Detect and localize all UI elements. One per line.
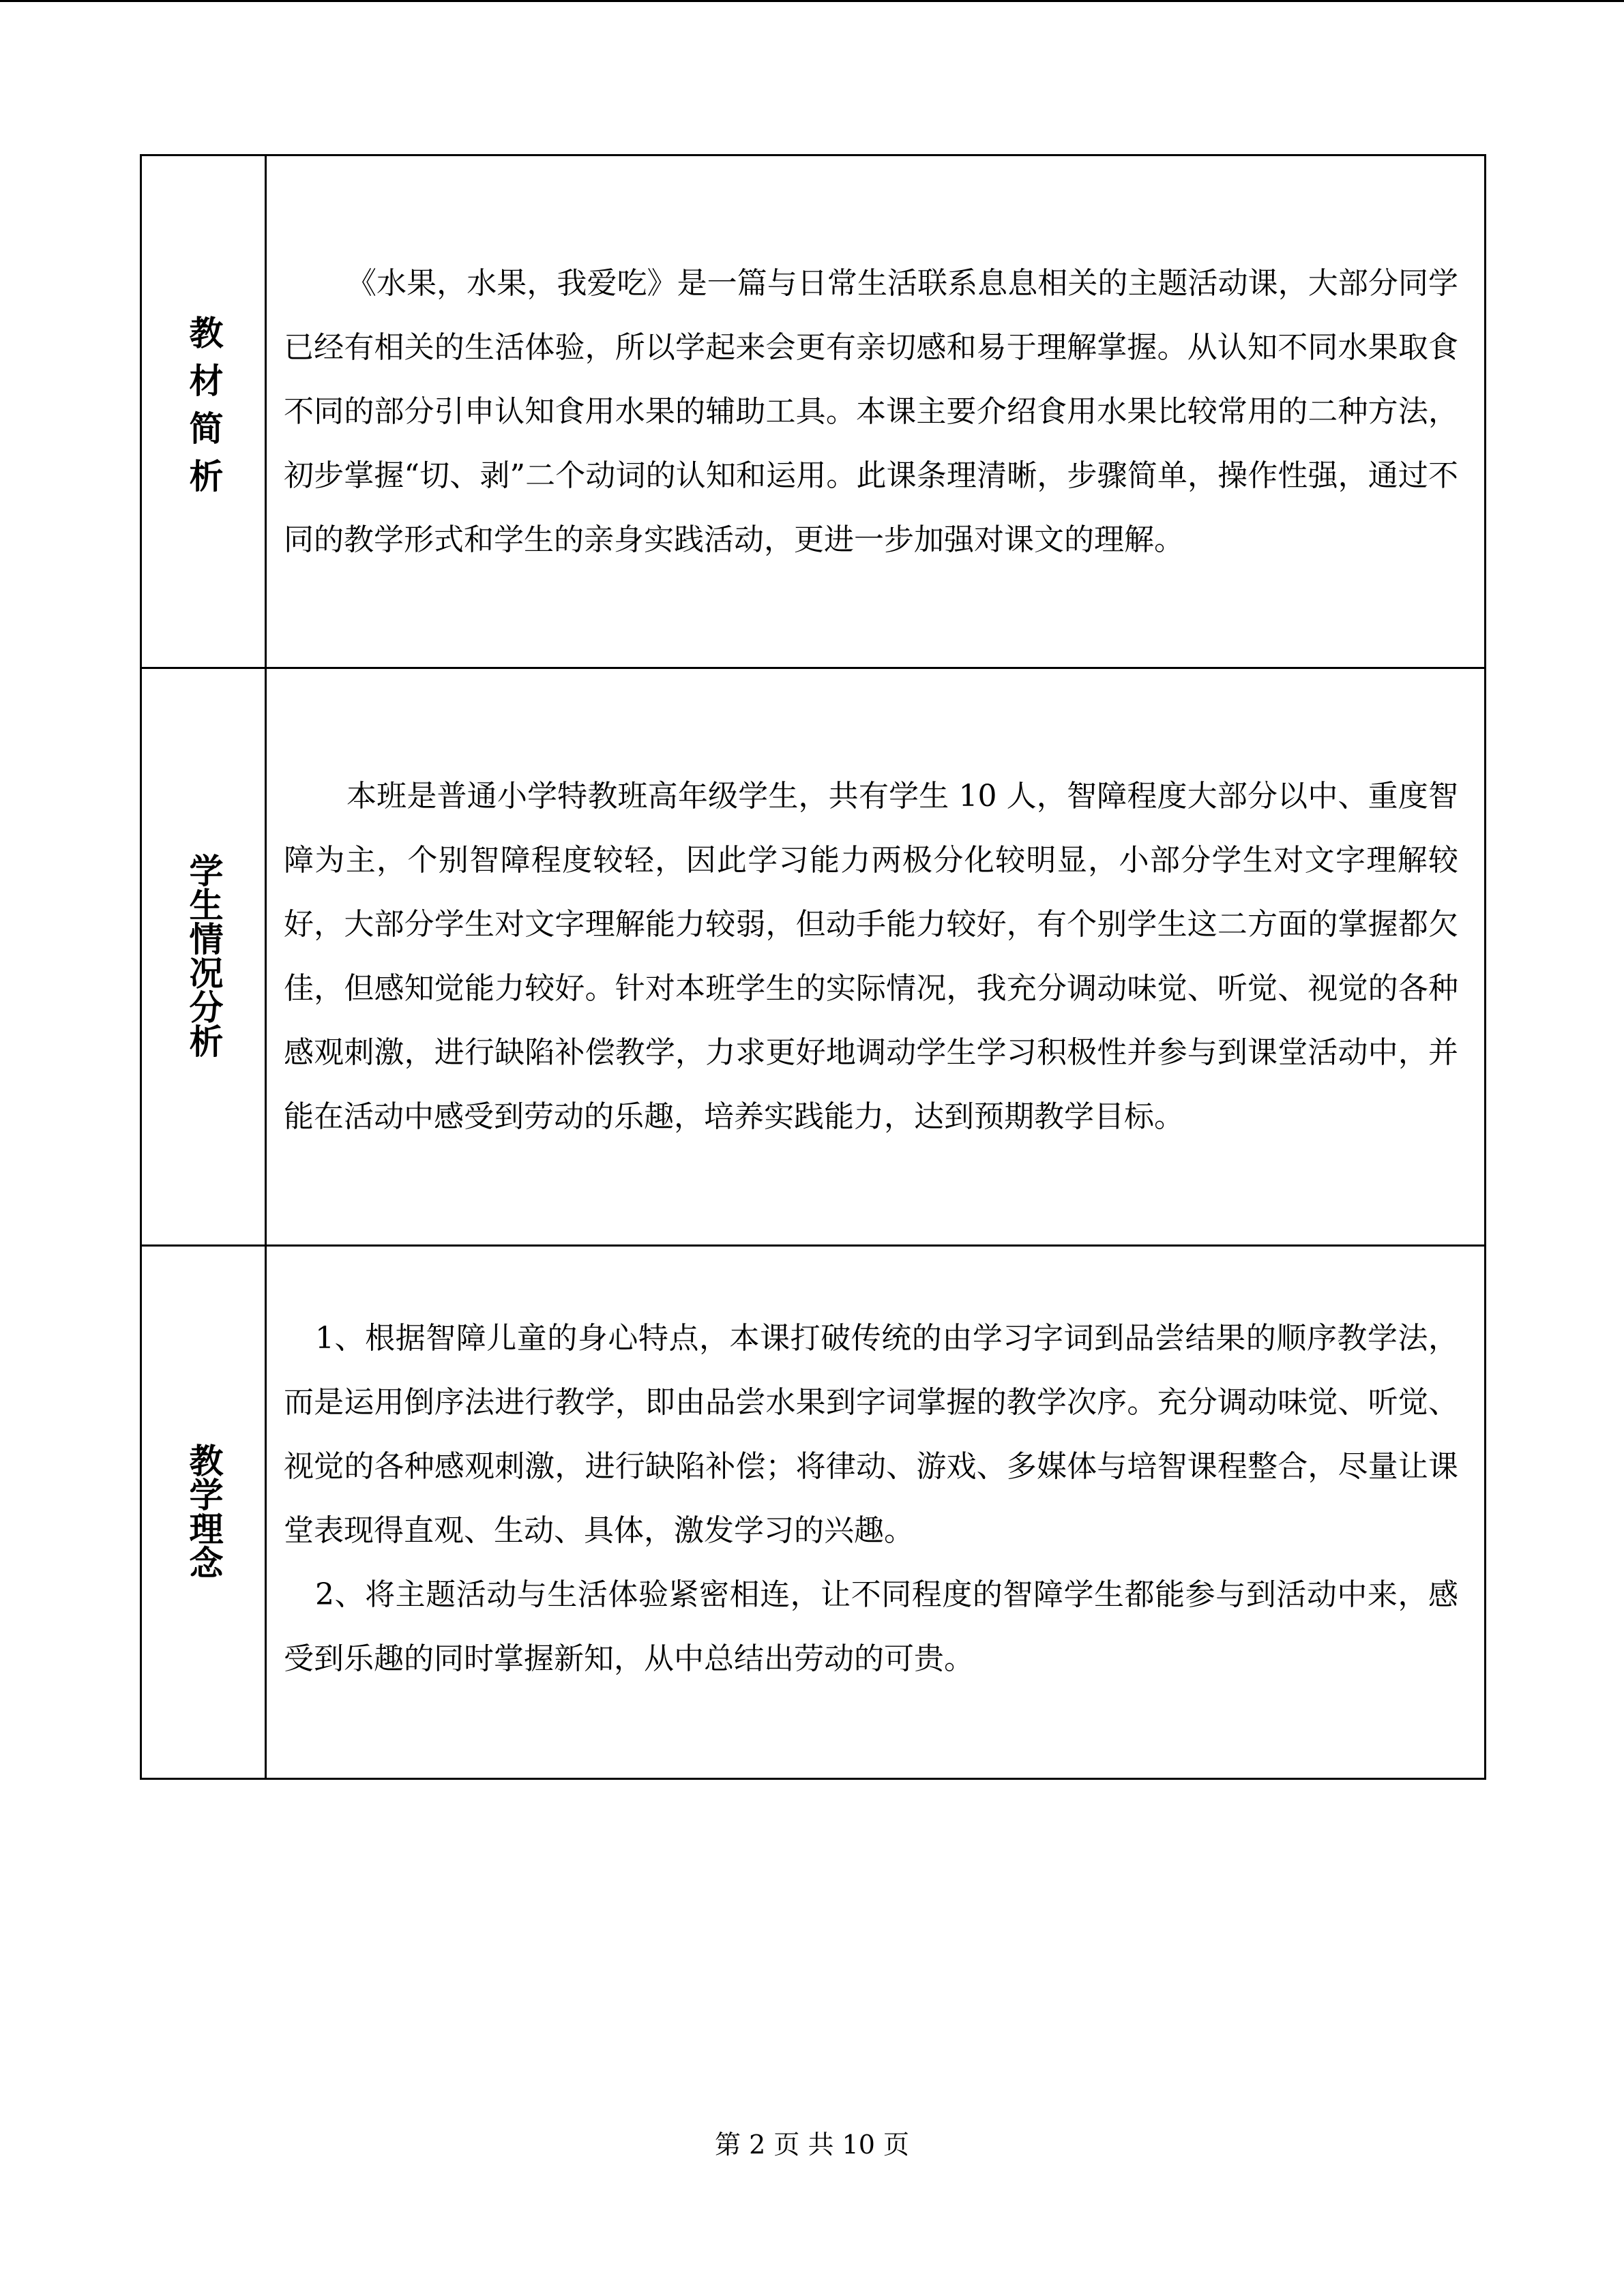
paragraph-philosophy-point-2: 2、将主题活动与生活体验紧密相连，让不同程度的智障学生都能参与到活动中来，感受到乐趣的同时掌握新知，从中总结出劳动的可贵。 (284, 1577, 1458, 1676)
row-label-student-analysis: 学生情况分析 (183, 853, 224, 1058)
row-label-cell (141, 1246, 266, 1779)
row-content-cell (266, 668, 1486, 1246)
table-row (141, 668, 1486, 1246)
table-row (141, 155, 1486, 668)
page-number-footer: 第 2 页 共 10 页 (715, 2130, 909, 2160)
paragraph-philosophy-point-1: 1、根据智障儿童的身心特点，本课打破传统的由学习字词到品尝结果的顺序教学法，而是运用倒序法进行教学，即由品尝水果到字词掌握的教学次序。充分调动味觉、听觉、视觉的各种感观刺激，进行缺陷补偿；将律动、游戏、多媒体与培智课程整合，尽量让课堂表现得直观、生动、具体，激发学习的兴趣。 (284, 1320, 1458, 1548)
paragraph-student-analysis: 本班是普通小学特教班高年级学生，共有学生 10 人，智障程度大部分以中、重度智障为主，个别智障程度较轻，因此学习能力两极分化较明显，小部分学生对文字理解较好，大部分学生对文字理解能力较弱，但动手能力较好，有个别学生这二方面的掌握都欠佳，但感知觉能力较好。针对本班学生的实际情况，我充分调动味觉、听觉、视觉的各种感观刺激，进行缺陷补偿教学，力求更好地调动学生学习积极性并参与到课堂活动中，并能在活动中感受到劳动的乐趣，培养实践能力，达到预期教学目标。 (284, 779, 1458, 1134)
row-content-cell (266, 155, 1486, 668)
row-content-cell (266, 1246, 1486, 1779)
table-row (141, 1246, 1486, 1779)
row-label-teaching-philosophy: 教学理念 (183, 1442, 224, 1579)
row-label-textbook-analysis: 教材简析 (183, 314, 224, 506)
row-label-cell (141, 155, 266, 668)
lesson-analysis-table (140, 154, 1486, 1780)
row-label-cell (141, 668, 266, 1246)
paragraph-textbook-analysis: 《水果，水果，我爱吃》是一篇与日常生活联系息息相关的主题活动课，大部分同学已经有相关的生活体验，所以学起来会更有亲切感和易于理解掌握。从认知不同水果取食不同的部分引申认知食用水果的辅助工具。本课主要介绍食用水果比较常用的二种方法，初步掌握“切、剥”二个动词的认知和运用。此课条理清晰，步骤简单，操作性强，通过不同的教学形式和学生的亲身实践活动，更进一步加强对课文的理解。 (284, 265, 1458, 557)
top-border-line (0, 0, 1624, 2)
